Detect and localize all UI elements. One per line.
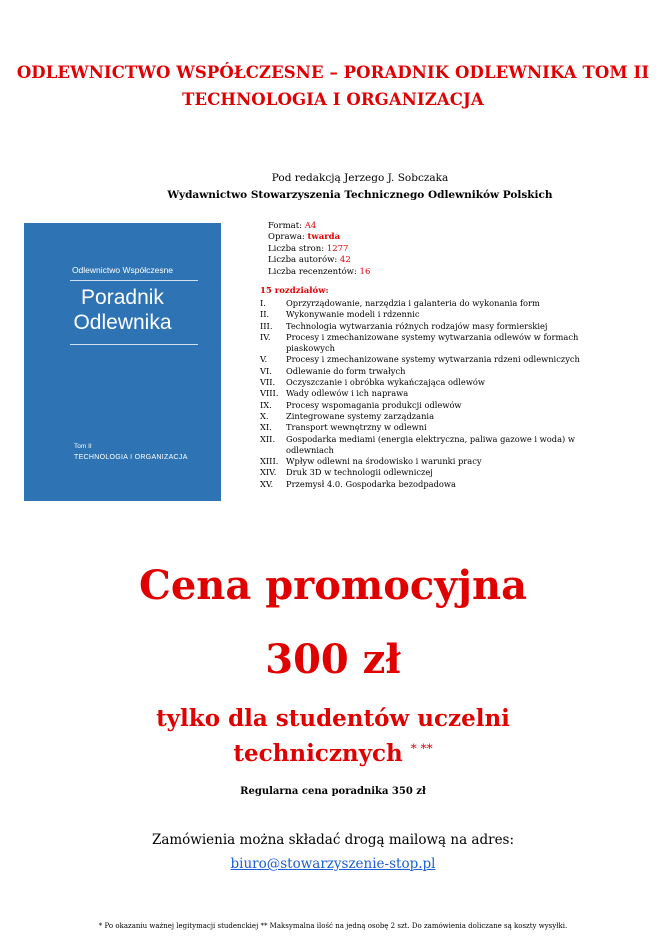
chapter-number: IV. [260,331,271,342]
footnote-marks: * ** [410,741,433,756]
chapter-item [260,377,605,388]
chapter-title: Transport wewnętrzny w odlewni [286,422,427,433]
cover-rule-bottom [70,344,198,345]
cover-subtitle: TECHNOLOGIA I ORGANIZACJA [74,454,188,461]
chapter-list [260,298,605,490]
chapter-item [260,332,605,355]
promo-audience-line-2: technicznych * ** [233,740,433,767]
cover-rule-top [70,280,198,281]
spec-binding: Oprawa: twarda [268,232,341,243]
chapter-number: VIII. [260,388,279,399]
chapter-item [260,479,605,490]
cover-title [24,285,221,335]
chapter-number: V. [260,354,268,365]
chapter-item [260,321,605,332]
chapter-title: Procesy i zmechanizowane systemy wytwarzania rdzeni odlewniczych [286,354,580,365]
chapter-number: XIV. [260,467,277,478]
chapter-title: Wady odlewów i ich naprawa [286,388,409,399]
footnote: * Po okazaniu ważnej legitymacji studenckiej ** Maksymalna ilość na jedną osobę 2 szt. Do zamówienia doliczane są koszty wysyłki. [98,922,568,930]
chapter-number: XV. [260,478,274,489]
chapter-title: Procesy wspomagania produkcji odlewów [286,399,462,410]
cover-series: Odlewnictwo Współczesne [71,265,174,275]
chapters-heading: 15 rozdziałów: [260,286,329,296]
spec-reviewers: Liczba recenzentów: 16 [268,266,371,277]
chapter-title: Procesy i zmechanizowane systemy wytwarzania odlewów w formach piaskowych [286,331,579,354]
cover-title-line-1: Poradnik [81,286,164,309]
chapter-title: Gospodarka mediami (energia elektryczna, paliwa gazowe i woda) w odlewniach [286,433,576,455]
regular-price: Regularna cena poradnika 350 zł [240,786,426,797]
chapter-title: Oprzyrządowanie, narzędzia i galanteria do wykonania form [286,298,540,308]
cover-volume: Tom II [74,443,92,450]
chapter-item [260,456,605,467]
promo-price: 300 zł [265,636,401,683]
spec-pages: Liczba stron: 1277 [268,243,349,254]
chapter-title: Odlewanie do form trwałych [286,365,406,376]
book-cover-image [24,223,221,501]
chapter-item [260,366,605,377]
chapter-number: VI. [260,365,272,376]
chapter-number: XIII. [260,456,279,467]
chapter-number: II. [260,309,270,320]
chapter-item [260,298,605,309]
chapter-title: Technologia wytwarzania różnych rodzajów masy formierskiej [286,320,548,331]
chapter-number: I. [260,298,266,308]
spec-format: Format: A4 [268,221,317,231]
chapter-item [260,388,605,399]
order-email-link[interactable]: biuro@stowarzyszenie-stop.pl [230,856,436,872]
publisher-line: Wydawnictwo Stowarzyszenia Technicznego Odlewników Polskich [167,189,553,201]
editor-line: Pod redakcją Jerzego J. Sobczaka [271,172,449,184]
chapter-number: XI. [260,422,272,433]
promo-headline: Cena promocyjna [138,562,527,609]
chapter-number: VII. [260,377,276,388]
chapter-number: IX. [260,399,272,410]
chapter-item [260,309,605,320]
chapter-item [260,354,605,365]
chapter-number: X. [260,410,269,421]
chapter-item [260,422,605,433]
chapter-title: Zintegrowane systemy zarządzania [286,410,435,421]
page-title-line-2: TECHNOLOGIA I ORGANIZACJA [182,90,484,109]
cover-title-line-2: Odlewnika [73,311,172,334]
chapter-number: XII. [260,433,276,444]
chapter-title: Wykonywanie modeli i rdzennic [286,309,420,320]
chapter-item [260,400,605,411]
chapter-title: Druk 3D w technologii odlewniczej [286,467,433,478]
spec-authors: Liczba autorów: 42 [268,255,351,266]
email-line [0,856,666,872]
chapter-title: Wpływ odlewni na środowisko i warunki pracy [286,456,482,467]
chapter-title: Oczyszczanie i obróbka wykańczająca odlewów [286,377,486,388]
chapter-item [260,467,605,478]
chapter-item [260,411,605,422]
page-title-line-1: ODLEWNICTWO WSPÓŁCZESNE – PORADNIK ODLEWNIKA TOM II [16,63,650,82]
chapter-item [260,434,605,457]
chapter-number: III. [260,320,273,331]
book-specs [268,221,370,278]
order-instructions: Zamówienia można składać drogą mailową na adres: [151,832,515,848]
chapter-title: Przemysł 4.0. Gospodarka bezodpadowa [286,478,456,489]
promo-audience-line-1: tylko dla studentów uczelni [156,705,510,732]
